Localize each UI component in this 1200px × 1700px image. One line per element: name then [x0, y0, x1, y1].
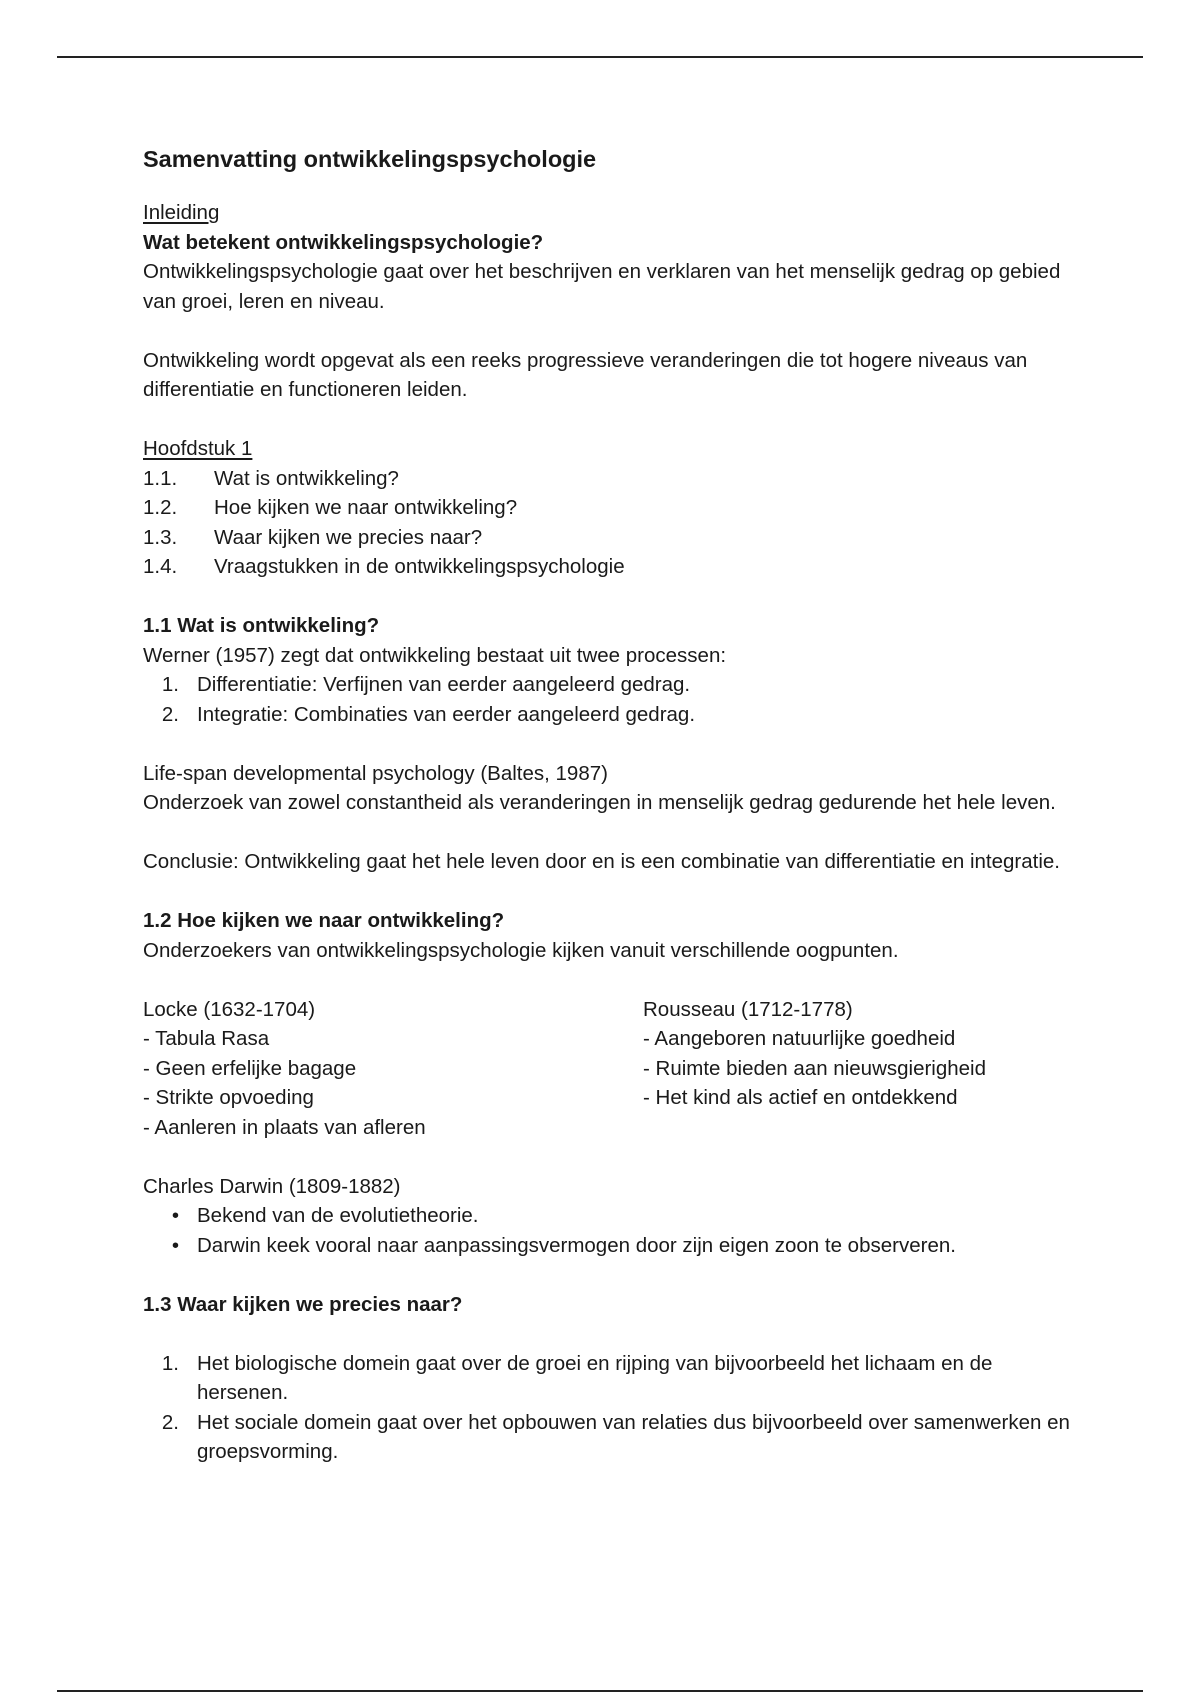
- list-item: [143, 1201, 1073, 1231]
- chapter-toc: [143, 464, 1073, 582]
- werner-process-list: [143, 670, 1073, 729]
- werner-statement: Werner (1957) zegt dat ontwikkeling bestaat uit twee processen:: [143, 643, 727, 667]
- darwin-bullet-list: [143, 1201, 1073, 1260]
- locke-name: Locke (1632-1704): [143, 997, 316, 1021]
- toc-text: Wat is ontwikkeling?: [214, 466, 399, 490]
- darwin-name: Charles Darwin (1809-1882): [143, 1174, 401, 1198]
- toc-item: [143, 552, 1073, 582]
- toc-text: Hoe kijken we naar ontwikkeling?: [214, 496, 518, 519]
- section-1-2-heading: 1.2 Hoe kijken we naar ontwikkeling?: [143, 909, 505, 932]
- list-number: 2.: [161, 1410, 179, 1434]
- list-item: [143, 670, 1073, 700]
- intro-question: Wat betekent ontwikkelingspsychologie?: [143, 230, 544, 254]
- bullet-icon: •: [171, 1233, 179, 1257]
- toc-number: 1.1.: [143, 466, 178, 490]
- toc-text: Vraagstukken in de ontwikkelingspsychologie: [214, 555, 625, 578]
- list-text: Het sociale domein gaat over het opbouwen van relaties dus bijvoorbeeld over samenwerken en groepsvorming.: [197, 1410, 1070, 1463]
- intro-heading: Inleiding: [143, 201, 220, 224]
- intro-paragraph-2: Ontwikkeling wordt opgevat als een reeks progressieve veranderingen die tot hogere niveaus van differentiatie en functioneren leiden.: [143, 348, 1028, 401]
- toc-number: 1.4.: [143, 555, 178, 578]
- locke-rousseau-columns: [143, 995, 1073, 1143]
- toc-item: [143, 493, 1073, 523]
- locke-point: - Geen erfelijke bagage: [143, 1056, 357, 1080]
- list-text: Integratie: Combinaties van eerder aangeleerd gedrag.: [197, 702, 696, 726]
- chapter-heading: Hoofdstuk 1: [143, 437, 253, 460]
- section-1-2-intro: Onderzoekers van ontwikkelingspsychologie kijken vanuit verschillende oogpunten.: [143, 938, 899, 962]
- lifespan-title: Life-span developmental psychology (Baltes, 1987): [143, 761, 608, 785]
- locke-column: [143, 995, 643, 1143]
- locke-point: - Aanleren in plaats van afleren: [143, 1115, 426, 1139]
- rousseau-name: Rousseau (1712-1778): [643, 997, 853, 1021]
- toc-number: 1.3.: [143, 525, 178, 549]
- list-item: [143, 700, 1073, 730]
- list-item: [143, 1408, 1073, 1467]
- document-title: Samenvatting ontwikkelingspsychologie: [143, 146, 597, 172]
- list-number: 1.: [161, 1351, 179, 1375]
- bullet-icon: •: [171, 1204, 179, 1227]
- rousseau-point: - Het kind als actief en ontdekkend: [643, 1086, 958, 1109]
- toc-text: Waar kijken we precies naar?: [214, 525, 483, 549]
- rousseau-column: [643, 995, 1073, 1143]
- top-rule: [57, 56, 1143, 58]
- document-page: [143, 142, 1073, 1467]
- rousseau-point: - Ruimte bieden aan nieuwsgierigheid: [643, 1056, 987, 1080]
- toc-item: [143, 464, 1073, 494]
- rousseau-point: - Aangeboren natuurlijke goedheid: [643, 1027, 956, 1050]
- list-item: [143, 1349, 1073, 1408]
- list-item: [143, 1231, 1073, 1261]
- locke-point: - Strikte opvoeding: [143, 1086, 314, 1109]
- domain-list: [143, 1349, 1073, 1467]
- list-number: 1.: [161, 673, 179, 696]
- list-text: Darwin keek vooral naar aanpassingsvermogen door zijn eigen zoon te observeren.: [197, 1233, 956, 1257]
- bottom-rule: [57, 1690, 1143, 1692]
- locke-point: - Tabula Rasa: [143, 1027, 270, 1050]
- section-1-1-heading: 1.1 Wat is ontwikkeling?: [143, 614, 380, 637]
- list-number: 2.: [161, 702, 179, 726]
- toc-number: 1.2.: [143, 496, 178, 519]
- list-text: Bekend van de evolutietheorie.: [197, 1204, 479, 1227]
- section-1-3-heading: 1.3 Waar kijken we precies naar?: [143, 1292, 463, 1316]
- list-text: Differentiatie: Verfijnen van eerder aangeleerd gedrag.: [197, 673, 691, 696]
- intro-paragraph-1: Ontwikkelingspsychologie gaat over het beschrijven en verklaren van het menselijk gedrag op gebied van groei, leren en niveau.: [143, 260, 1061, 313]
- toc-item: [143, 523, 1073, 553]
- lifespan-text: Onderzoek van zowel constantheid als veranderingen in menselijk gedrag gedurende het hele leven.: [143, 791, 1056, 814]
- conclusion-text: Conclusie: Ontwikkeling gaat het hele leven door en is een combinatie van differentiatie en integratie.: [143, 850, 1060, 873]
- list-text: Het biologische domein gaat over de groei en rijping van bijvoorbeeld het lichaam en de hersenen.: [197, 1351, 993, 1404]
